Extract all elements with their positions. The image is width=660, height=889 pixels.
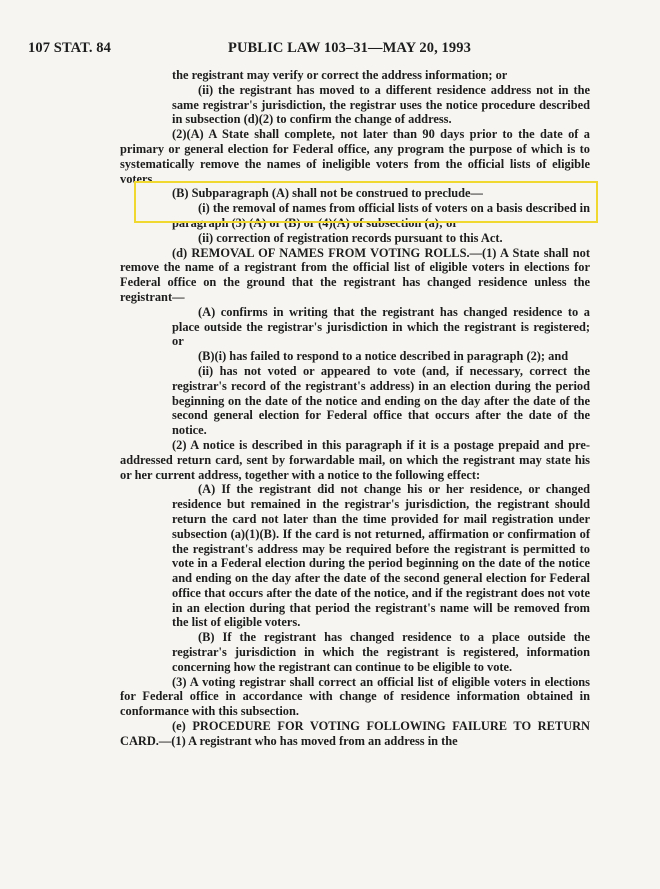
paragraph: (d) REMOVAL OF NAMES FROM VOTING ROLLS.—(1) A State shall not remove the name of a registrant from the official list of eligible voters in elections for Federal office on the ground that the registrant has changed residence unless the registrant— <box>120 245 590 304</box>
paragraph: (2)(A) A State shall complete, not later than 90 days prior to the date of a primary or general election for Federal office, any program the purpose of which is to systematically remove the names of ineligible voters from the official lists of eligible voters. <box>120 127 590 186</box>
paragraph: (A) If the registrant did not change his or her residence, or changed residence but remained in the registrar's jurisdiction, the registrant should return the card not later than the time provided for mail registration under subsection (a)(1)(B). If the card is not returned, affirmation or confirmation of the registrant's address may be required before the registrant is permitted to vote in a Federal election during the period beginning on the date of the notice and ending on the day after the date of the second general election for Federal office that occurs after the date of the notice, and if the registrant does not vote in an election during that period the registrant's name will be removed from the list of eligible voters. <box>172 482 590 630</box>
paragraph: (e) PROCEDURE FOR VOTING FOLLOWING FAILURE TO RETURN CARD.—(1) A registrant who has moved from an address in the <box>120 719 590 748</box>
paragraph: (ii) has not voted or appeared to vote (and, if necessary, correct the registrar's record of the registrant's address) in an election during the period beginning on the date of the notice and ending on the day after the date of the second general election for Federal office that occurs after the date of the notice. <box>172 363 590 438</box>
paragraph: (2) A notice is described in this paragraph if it is a postage prepaid and pre-addressed return card, sent by forwardable mail, on which the registrant may state his or her current address, together with a notice to the following effect: <box>120 437 590 482</box>
paragraph: (B) Subparagraph (A) shall not be construed to preclude— <box>172 186 483 201</box>
paragraph: (ii) correction of registration records pursuant to this Act. <box>198 230 503 245</box>
statute-body <box>120 68 590 749</box>
paragraph: (3) A voting registrar shall correct an official list of eligible voters in elections for Federal office in accordance with change of residence information obtained in conformance with this subsection. <box>120 674 590 719</box>
paragraph: (B) If the registrant has changed residence to a place outside the registrar's jurisdiction in which the registrant is registered, information concerning how the registrant can continue to be eligible to vote. <box>172 630 590 674</box>
page-citation: 107 STAT. 84 <box>28 40 111 56</box>
paragraph: (ii) the registrant has moved to a different residence address not in the same registrar's jurisdiction, the registrar uses the notice procedure described in subsection (d)(2) to confirm the change of address. <box>172 82 590 127</box>
paragraph: (A) confirms in writing that the registrant has changed residence to a place outside the registrar's jurisdiction in which the registrant is registered; or <box>172 304 590 349</box>
paragraph: the registrant may verify or correct the address information; or <box>172 68 508 82</box>
running-head <box>28 40 630 60</box>
law-title: PUBLIC LAW 103–31—MAY 20, 1993 <box>228 40 471 56</box>
paragraph: (B)(i) has failed to respond to a notice described in paragraph (2); and <box>198 349 569 364</box>
paragraph: (i) the removal of names from official lists of voters on a basis described in paragraph (3) (A) or (B) or (4)(A) of subsection (a); or <box>172 201 590 230</box>
